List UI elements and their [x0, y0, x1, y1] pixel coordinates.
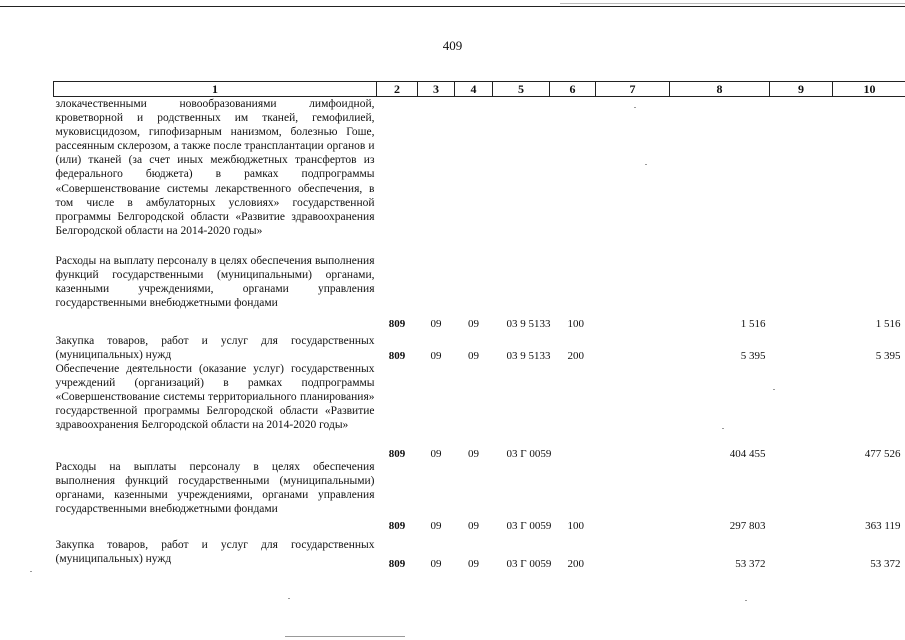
cell-col7: [596, 532, 670, 570]
table-row: [54, 254, 905, 330]
cell-amount-col10: 477 526: [864, 447, 901, 460]
scan-speck: [773, 389, 775, 390]
cell-amount-col10: 5 395: [875, 349, 901, 362]
cell-amount-col10: [833, 97, 905, 254]
column-header-3: 3: [418, 82, 455, 97]
column-header-2: 2: [377, 82, 418, 97]
cell-expense-type: [550, 97, 596, 254]
column-header-5: 5: [493, 82, 550, 97]
table-row: [54, 330, 905, 362]
table-row: [54, 460, 905, 532]
cell-expense-type: [550, 362, 596, 460]
cell-expense-type: 200: [567, 557, 584, 570]
cell-amount-col8: 5 395: [740, 349, 766, 362]
cell-section: 09: [430, 519, 442, 532]
cell-amount-col10: 363 119: [865, 519, 901, 532]
cell-amount-col8: 1 516: [740, 317, 766, 330]
budget-table: [53, 81, 905, 570]
cell-amount-col8: 404 455: [729, 447, 766, 460]
cell-amount-col8: [670, 97, 770, 254]
cell-expense-type: 100: [567, 519, 584, 532]
table-row: [54, 97, 905, 254]
cell-col7: [596, 97, 670, 254]
cell-section: 09: [430, 317, 442, 330]
scan-speck: [288, 598, 290, 599]
cell-section: 09: [430, 557, 442, 570]
column-header-8: 8: [670, 82, 770, 97]
row-description: Расходы на выплаты персоналу в целях обеспечения выполнения функций государственными (муниципальными) органами, казенными учреждениями, органами управления государственными внебюджетными фондами: [55, 460, 375, 515]
column-header-7: 7: [596, 82, 670, 97]
page-number: 409: [442, 38, 463, 53]
page-top-border-faint: [560, 3, 905, 4]
header-row: [54, 82, 905, 97]
cell-col9: [770, 460, 833, 532]
cell-subsection: 09: [468, 557, 479, 570]
cell-amount-col10: 53 372: [870, 557, 901, 570]
cell-col7: [596, 254, 670, 330]
scan-speck: [745, 600, 747, 601]
row-description: Расходы на выплату персоналу в целях обеспечения выполнения функций государственными (муниципальными) органами, казенными учреждениями, органами управления государственными внебюджетными фондами: [55, 254, 375, 309]
cell-subsection: [455, 97, 493, 254]
cell-target-article: 03 9 5133: [506, 349, 551, 362]
row-description: Закупка товаров, работ и услуг для государственных (муниципальных) нужд: [55, 538, 375, 565]
cell-col9: [770, 330, 833, 362]
cell-col7: [596, 460, 670, 532]
column-header-10: 10: [833, 82, 905, 97]
cell-admin-code: 809: [388, 447, 406, 460]
row-description: Обеспечение деятельности (оказание услуг) государственных учреждений (организаций) в рамках подпрограммы «Совершенствование системы территориального планирования» государственной программы Белгородской области «Развитие здравоохранения Белгородской области на 2014-2020 годы»: [55, 362, 375, 432]
cell-amount-col10: 1 516: [875, 317, 901, 330]
column-header-4: 4: [455, 82, 493, 97]
cell-subsection: 09: [468, 317, 479, 330]
table-row: [54, 532, 905, 570]
cell-col9: [770, 254, 833, 330]
cell-expense-type: 200: [567, 349, 584, 362]
cell-col9: [770, 362, 833, 460]
row-description: злокачественными новообразованиями лимфоидной, кроветворной и родственных им тканей, гемофилией, муковисцидозом, гипофизарным нанизмом, болезнью Гоше, рассеянным склерозом, а также после трансплантации органов и (или) тканей (за счет иных межбюджетных трансфертов из федерального бюджета) в рамках подпрограммы «Совершенствование системы лекарственного обеспечения, в том числе в амбулаторных условиях» государственной программы Белгородской области «Развитие здравоохранения Белгородской области на 2014-2020 годы»: [55, 98, 375, 237]
cell-admin-code: 809: [388, 317, 406, 330]
cell-admin-code: 809: [388, 349, 406, 362]
scan-speck: [645, 164, 647, 165]
cell-target-article: 03 9 5133: [506, 317, 551, 330]
cell-section: 09: [430, 349, 442, 362]
page-top-border: [0, 6, 905, 7]
cell-col7: [596, 330, 670, 362]
scan-speck: [30, 571, 32, 572]
row-description: Закупка товаров, работ и услуг для государственных (муниципальных) нужд: [55, 334, 375, 361]
scan-speck: [722, 428, 724, 429]
cell-admin-code: [377, 97, 418, 254]
column-header-9: 9: [770, 82, 833, 97]
cell-admin-code: 809: [388, 557, 406, 570]
column-header-1: 1: [54, 82, 377, 97]
cell-target-article: 03 Г 0059: [506, 519, 552, 532]
cell-subsection: 09: [468, 519, 479, 532]
cell-admin-code: 809: [388, 519, 406, 532]
table-row: [54, 362, 905, 460]
cell-expense-type: 100: [567, 317, 584, 330]
cell-col7: [596, 362, 670, 460]
cell-amount-col8: 297 803: [729, 519, 766, 532]
cell-col9: [770, 97, 833, 254]
cell-subsection: 09: [468, 349, 479, 362]
cell-col9: [770, 532, 833, 570]
cell-amount-col8: 53 372: [735, 557, 766, 570]
scan-speck: [634, 107, 636, 108]
page-bottom-mark: [285, 636, 405, 637]
cell-section: 09: [430, 447, 442, 460]
column-header-6: 6: [550, 82, 596, 97]
cell-target-article: [493, 97, 550, 254]
cell-target-article: 03 Г 0059: [506, 557, 552, 570]
cell-section: [418, 97, 455, 254]
cell-target-article: 03 Г 0059: [506, 447, 552, 460]
cell-subsection: 09: [468, 447, 479, 460]
